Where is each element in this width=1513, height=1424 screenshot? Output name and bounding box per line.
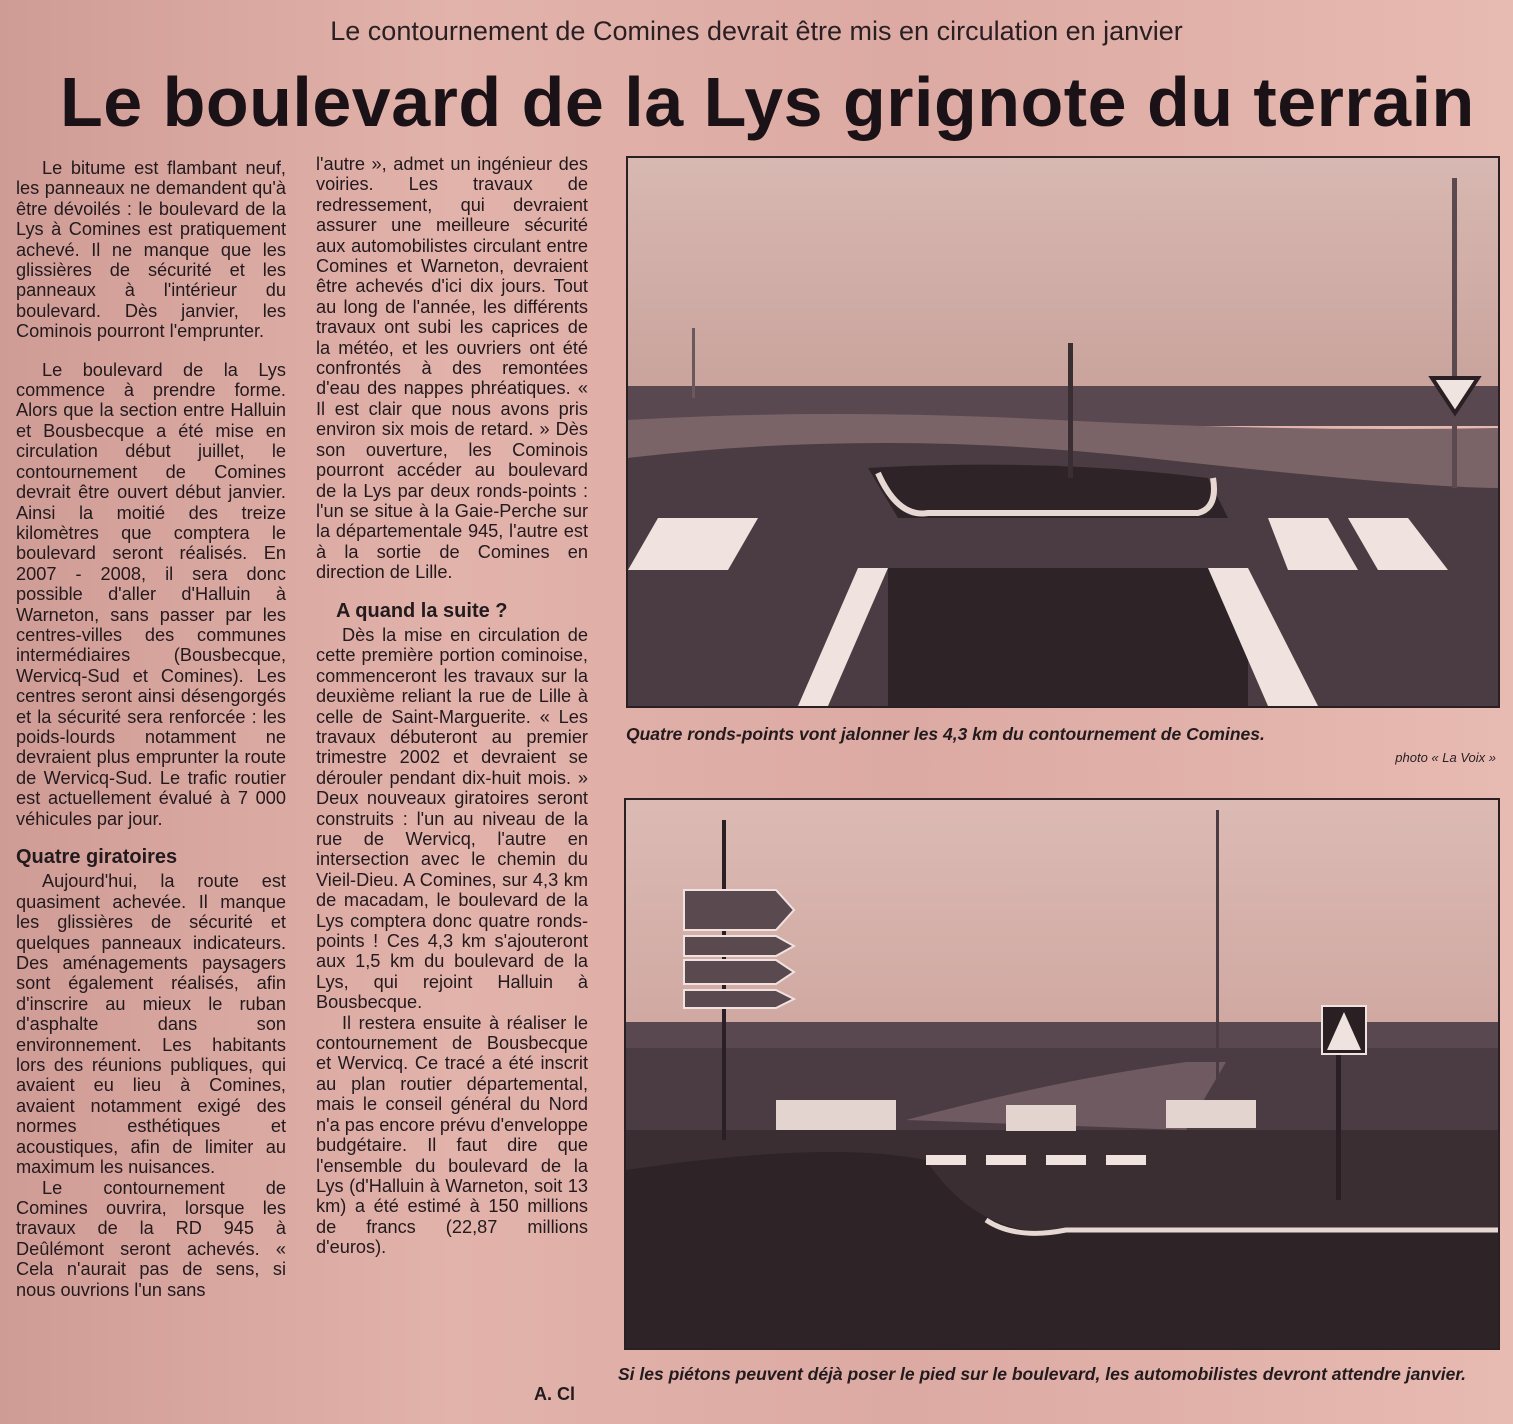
photo-credit: photo « La Voix » [1395, 750, 1496, 765]
photo-boulevard [624, 798, 1500, 1350]
paragraph: Le bitume est flambant neuf, les panneaux ne demandent qu'à être dévoilés : le boulevard de la Lys à Comines est pratiquement achevé. Il ne manque que les glissières de sécurité et les panneaux à l'intérieur du boulevard. Dès janvier, les Cominois pourront l'emprunter. [16, 158, 286, 342]
paragraph: l'autre », admet un ingénieur des voiries. Les travaux de redressement, qui devraient assurer une meilleure sécurité aux automobilistes circulant entre Comines et Warneton, devraient être achevés d'ici dix jours. Tout au long de l'année, les différents travaux ont subi les caprices de la météo, et les ouvriers ont été confrontés à des remontées d'eau des nappes phréatiques. « Il est clair que nous avons pris environ six mois de retard. » Dès son ouverture, les Cominois pourront accéder au boulevard de la Lys par deux ronds-points : l'un se situe à la Gaie-Perche sur la départementale 945, l'autre est à la sortie de Comines en direction de Lille. [316, 154, 588, 583]
paragraph: Le boulevard de la Lys commence à prendre forme. Alors que la section entre Halluin et Bousbecque a été mise en circulation début juillet, le contournement de Comines devrait être ouvert début janvier. Ainsi la moitié des treize kilomètres que comptera le boulevard seront réalisés. En 2007 - 2008, il sera donc possible d'aller d'Halluin à Warneton, sans passer par les centres-villes des communes intermédiaires (Bousbecque, Wervicq-Sud et Comines). Les centres seront ainsi désengorgés et la sécurité sera renforcée : les poids-lourds notamment ne devraient plus emprunter la route de Wervicq-Sud. Le trafic routier est actuellement évalué à 7 000 véhicules par jour. [16, 359, 286, 829]
article-headline: Le boulevard de la Lys grignote du terrain [60, 63, 1475, 141]
paragraph: Il restera ensuite à réaliser le contournement de Bousbecque et Wervicq. Ce tracé a été inscrit au plan routier départemental, mais le conseil général du Nord n'a pas encore prévu d'enveloppe budgétaire. Il faut dire que l'ensemble du boulevard de la Lys (d'Halluin à Warneton, soit 13 km) a été estimé à 150 millions de francs (22,87 millions d'euros). [316, 1012, 588, 1258]
article-column-2 [316, 154, 588, 1276]
article-column-1 [16, 158, 286, 1318]
photo-roundabout [626, 156, 1500, 708]
paragraph: Aujourd'hui, la route est quasiment achevée. Il manque les glissières de sécurité et quelques panneaux indicateurs. Des aménagements paysagers sont également réalisés, afin d'inscrire au mieux le ruban d'asphalte dans son environnement. Les habitants lors des réunions publiques, qui avaient eu lieu à Comines, avaient notamment exigé des normes esthétiques et acoustiques, afin de limiter au maximum les nuisances. [16, 871, 286, 1178]
article-byline: A. Cl [534, 1384, 576, 1404]
paragraph: Le contournement de Comines ouvrira, lorsque les travaux de la RD 945 à Deûlémont seront achevés. « Cela n'aurait pas de sens, si nous ouvrions l'un sans [16, 1177, 286, 1300]
subheading: Quatre giratoires [16, 846, 178, 868]
article-kicker: Le contournement de Comines devrait être mis en circulation en janvier [330, 16, 1183, 46]
roundabout-illustration [628, 158, 1498, 706]
photo-caption: Quatre ronds-points vont jalonner les 4,3 km du contournement de Comines. [626, 724, 1265, 744]
subheading: A quand la suite ? [336, 599, 508, 622]
boulevard-illustration [626, 800, 1498, 1348]
photo-caption: Si les piétons peuvent déjà poser le pied sur le boulevard, les automobilistes devront attendre janvier. [618, 1364, 1467, 1384]
paragraph: Dès la mise en circulation de cette première portion cominoise, commenceront les travaux sur la deuxième reliant la rue de Lille à celle de Saint-Marguerite. « Les travaux débuteront au premier trimestre 2002 et devraient se dérouler pendant dix-huit mois. » Deux nouveaux giratoires seront construits : l'un au niveau de la rue de Wervicq, l'autre en intersection avec le chemin du Vieil-Dieu. A Comines, sur 4,3 km de macadam, le boulevard de la Lys comptera donc quatre ronds-points ! Ces 4,3 km s'ajouteront aux 1,5 km du boulevard de la Lys, qui rejoint Halluin à Bousbecque. [316, 624, 588, 1013]
